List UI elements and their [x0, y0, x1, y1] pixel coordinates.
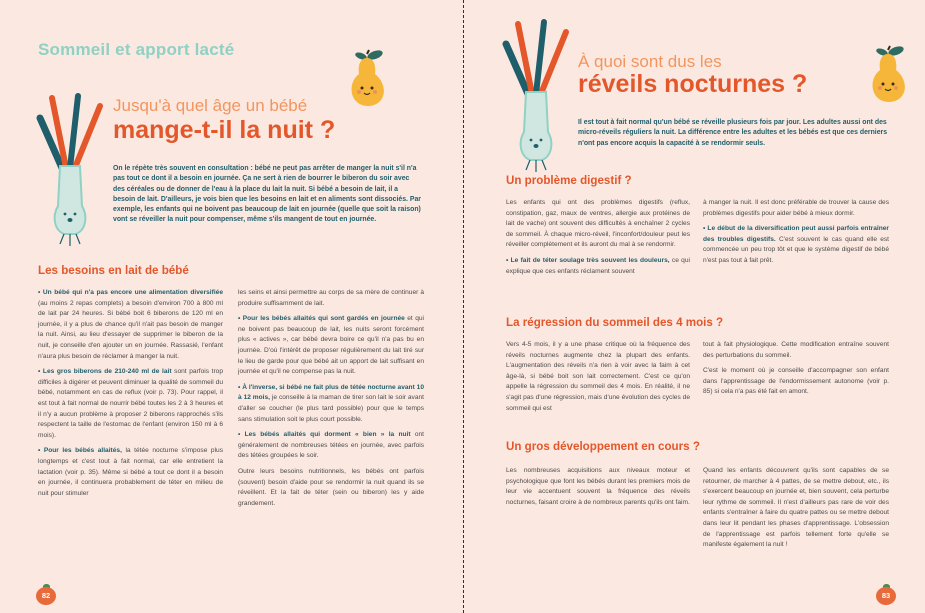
section-3-column-2: [703, 466, 889, 556]
right-page: [466, 0, 925, 613]
section-2-column-2: [703, 340, 889, 403]
left-column-2: [238, 288, 424, 514]
section-heading-regression: La régression du sommeil des 4 mois ?: [506, 316, 724, 329]
heading-main: réveils nocturnes ?: [578, 70, 808, 98]
paragraph: tout à fait physiologique. Cette modification entraîne souvent des perturbations du sommeil.: [703, 341, 889, 359]
intro-text: Il est tout à fait normal qu'un bébé se réveille plusieurs fois par jour. Les adultes aussi ont des micro-réveils réguliers la nuit. La différence entre les adultes et les bébés est que ces derniers n'ont pas encore acquis la capacité à se rendormir seuls.: [578, 119, 888, 147]
leek-illustration: [30, 88, 110, 248]
paragraph: • Les gros biberons de 210-240 ml de lait sont parfois trop difficiles à digérer et peuvent diminuer la qualité de sommeil du bébé, notamment en cas de reflux (voir p. 73). Pour rappel, il est tout à fait normal de nourrir bébé toutes les 2 à 3 heures et il n'y a aucun problème à proposer 2 biberons rapprochés s'ils respectent la taille de l'estomac de l'enfant (environ 150 ml à 6 mois).: [38, 368, 223, 439]
heading-main: mange-t-il la nuit ?: [113, 116, 336, 144]
page-fold-divider: [463, 0, 464, 613]
subheading: Les besoins en lait de bébé: [38, 264, 189, 277]
paragraph: • Un bébé qui n'a pas encore une alimentation diversifiée (au moins 2 repas complets) a besoin d'environ 700 à 800 ml de lait par 24 heures. Si bébé boit 6 biberons de 120 ml en journée, il y a plus de chance qu'il n'ait pas besoin de manger la nuit. Ainsi, au lieu d'essayer de supprimer le biberon de la nuit, je conseille d'en ajouter un en journée. Rassasié, l'enfant n'aura plus besoin de réclamer à manger la nuit.: [38, 289, 223, 360]
pear-illustration: [345, 48, 389, 110]
paragraph: les seins et ainsi permettre au corps de sa mère de continuer à produire suffisamment de lait.: [238, 289, 424, 307]
heading-sub: À quoi sont dus les: [578, 52, 722, 71]
section-heading-digestif: Un problème digestif ?: [506, 174, 632, 187]
paragraph: • Pour les bébés allaités, la tétée nocturne s'impose plus longtemps et c'est tout à fait normal, car elle entretient la lactation (voir p. 35). Même si bébé a tout ce dont il a besoin en journée, il continuera probablement de téter en milieu de nuit pour stimuler: [38, 447, 223, 497]
paragraph: • À l'inverse, si bébé ne fait plus de tétée nocturne avant 10 à 12 mois, je conseille à la maman de tirer son lait le soir avant d'aller se coucher (le plus tard possible) pour que le temps sans stimulation soit le plus court possible.: [238, 383, 425, 423]
page-number-right: 83: [876, 584, 898, 606]
paragraph: Les enfants qui ont des problèmes digestifs (reflux, constipation, gaz, maux de ventres, allergie aux protéines de lait de vache) ont souvent des difficultés à enchaîner 2 cycles de sommeil. À chaque micro-réveil, l'inconfort/douleur peut les réveiller complètement et ils auront du mal à se rendormir.: [506, 199, 690, 249]
section-1-column-1: [506, 198, 690, 282]
paragraph: Vers 4-5 mois, il y a une phase critique où la fréquence des réveils nocturnes augmente chez la plupart des enfants. L'augmentation des réveils n'a rien à voir avec la faim à cet âge-là, si bébé boit son lait correctement. C'est ce qu'on appelle la régression du sommeil des 4 mois. En réalité, il ne s'agit pas d'une régression, mais d'une évolution des cycles de sommeil qui est: [506, 341, 690, 412]
section-2-column-1: [506, 340, 690, 419]
left-column-1: [38, 288, 223, 504]
intro-text: On le répète très souvent en consultation : bébé ne peut pas arrêter de manger la nuit s'il n'a pas tout ce dont il a besoin en journée. Ça ne sert à rien de bourrer le biberon du soir avec des céréales ou de donner de l'eau à la place du lait la nuit. Si bébé a besoin de lait, il a besoin de lait. D'ailleurs, je vois bien que les besoins en lait et en aliments sont dissociés. Par exemple, les enfants qui ne boivent pas beaucoup de lait en journée (quelle que soit la raison) vont se réveiller la nuit pour compenser, même s'ils mangent de tout en journée.: [113, 165, 421, 224]
leek-illustration: [496, 14, 576, 174]
page-number-left: 82: [36, 584, 58, 606]
paragraph: Les nombreuses acquisitions aux niveaux moteur et psychologique que font les bébés durant les premiers mois de leur vie accentuent souvent la fréquence des réveils nocturnes, faisant croire à de nombreux parents qu'ils ont faim.: [506, 467, 690, 506]
heading-sub: Jusqu'à quel âge un bébé: [113, 96, 308, 115]
paragraph: C'est le moment où je conseille d'accompagner son enfant dans l'apprentissage de l'endormissement autonome (voir p. 85) si cela n'a pas été fait en amont.: [703, 367, 889, 396]
paragraph: Outre leurs besoins nutritionnels, les bébés ont parfois (souvent) besoin d'aide pour se rendormir la nuit quand ils se réveillent. Et la fait de téter (sein ou biberon) les y aide grandement.: [238, 467, 424, 507]
paragraph: • Le début de la diversification peut aussi parfois entraîner des troubles digestifs. C'est souvent le cas quand elle est commencée un peu trop tôt et que le système digestif de bébé n'est pas tout à fait prêt.: [703, 225, 889, 264]
pear-illustration: [866, 44, 910, 106]
section-title: Sommeil et apport lacté: [38, 40, 235, 59]
paragraph: • Pour les bébés allaités qui sont gardés en journée et qui ne boivent pas beaucoup de lait, les nuits seront forcément plus « actives », car bébé devra boire ce qu'il n'a pas bu en journée. D'où l'intérêt de proposer régulièrement du lait tiré sur le lieu de garde pour que bébé ait un apport de lait suffisant en journée et qu'il ne compense pas la nuit.: [238, 315, 424, 376]
paragraph: Quand les enfants découvrent qu'ils sont capables de se retourner, de marcher à 4 pattes, de se mettre debout, etc., ils s'exercent beaucoup en journée et, bien souvent, cela perturbe leur rythme de sommeil. Il n'est d'ailleurs pas rare de voir des enfants s'entraîner à faire du quatre pattes ou se mettre debout dans leur lit pendant les phases d'apprentissage. L'obsession de l'apprentissage est parfois tellement forte qu'elle se manifeste également la nuit !: [703, 467, 889, 549]
paragraph: • Le fait de téter soulage très souvent les douleurs, ce qui explique que ces enfants réclament souvent: [506, 256, 690, 275]
paragraph: à manger la nuit. Il est donc préférable de trouver la cause des problèmes digestifs pour aider bébé à mieux dormir.: [703, 199, 889, 217]
paragraph: • Les bébés allaités qui dorment « bien » la nuit ont généralement de nombreuses tétées en journée, avec parfois des tétées groupées le soir.: [238, 431, 425, 460]
section-3-column-1: [506, 466, 690, 513]
section-heading-developpement: Un gros développement en cours ?: [506, 440, 700, 453]
section-1-column-2: [703, 198, 889, 272]
